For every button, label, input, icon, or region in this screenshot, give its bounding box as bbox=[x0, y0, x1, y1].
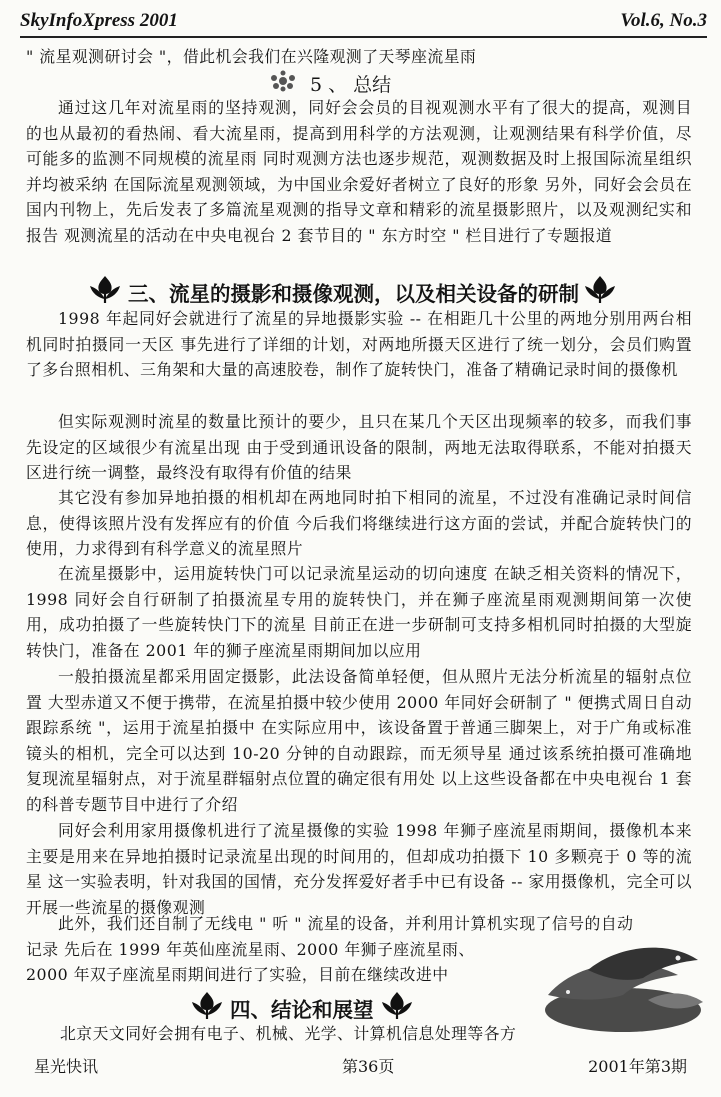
paragraph-tracking-system: 一般拍摄流星都采用固定摄影，此法设备简单轻便，但从照片无法分析流星的辐射点位置 大型赤道又不便于携带，在流星拍摄中较少使用 2000 年同好会研制了 " 便携式周日自动跟踪系统 "，运用于流星拍摄中 在实际应用中，该设备置于普通三脚架上，对于广角或标准镜头的相机，完全可以达到 10-20 分钟的自动跟踪，而无须导星 通过该系统拍摄可准确地复现流星辐射点，对于流星群辐射点位置的确定很有用处 以上这些设备都在中央电视台 1 套的科普专题节目中进行了介绍 bbox=[26, 667, 692, 814]
paragraph-other-cameras: 其它没有参加异地拍摄的相机却在两地同时拍下相同的流星，不过没有准确记录时间信息，使得该照片没有发挥应有的价值 今后我们将继续进行这方面的尝试，并配合旋转快门的使用，力求得到有科学意义的流星照片 bbox=[26, 488, 692, 559]
paragraph-video: 同好会利用家用摄像机进行了流星摄像的实验 1998 年狮子座流星雨期间，摄像机本来主要是用来在异地拍摄时记录流星出现的时间用的，但却成功拍摄下 10 多颗亮于 0 等的流星 这一实验表明，针对我国的国情，充分发挥爱好者手中已有设备 -- 家用摄像机，完全可以开展一些流星的摄像观测 bbox=[26, 821, 692, 917]
section-4-title: 四、结论和展望 bbox=[230, 997, 374, 1022]
section-4-heading bbox=[190, 990, 414, 1025]
issue-number: 2001年第3期 bbox=[588, 1057, 687, 1076]
volume-number: Vol.6, No.3 bbox=[620, 10, 707, 31]
paragraph-rotating-shutter: 在流星摄影中，运用旋转快门可以记录流星运动的切向速度 在缺乏相关资料的情况下，1998 同好会自行研制了拍摄流星专用的旋转快门，并在狮子座流星雨观测期间第一次使用，成功拍摄了一些旋转快门下的流星 目前正在进一步研制可支持多相机同时拍摄的大型旋转快门，准备在 2001 年的狮子座流星雨期间加以应用 bbox=[26, 564, 692, 660]
flower-bullet-icon bbox=[268, 70, 298, 97]
tulip-icon bbox=[190, 990, 224, 1025]
page-header bbox=[20, 4, 707, 38]
page-footer bbox=[26, 1054, 695, 1078]
paragraph-conclusion: 北京天文同好会拥有电子、机械、光学、计算机信息处理等各方 bbox=[60, 1024, 517, 1043]
footer-publication: 星光快讯 bbox=[34, 1057, 99, 1076]
section-3-heading bbox=[88, 274, 617, 309]
paragraph-results: 但实际观测时流星的数量比预计的要少，且只在某几个天区出现频率的较多，而我们事先设定的区域很少有流星出现 由于受到通讯设备的限制，两地无法取得联系，不能对拍摄天区进行统一调整，最终没有取得有价值的结果 bbox=[26, 412, 692, 483]
intro-line: " 流星观测研讨会 "，借此机会我们在兴隆观测了天琴座流星雨 bbox=[26, 47, 477, 66]
tulip-icon bbox=[88, 274, 122, 309]
paragraph-summary: 通过这几年对流星雨的坚持观测，同好会会员的目视观测水平有了很大的提高，观测目的也从最初的看热闹、看大流星雨，提高到用科学的方法观测，让观测结果有科学价值，尽可能多的监测不同规模的流星雨 同时观测方法也逐步规范，观测数据及时上报国际流星组织并均被采纳 在国际流星观测领域，为中国业余爱好者树立了良好的形象 另外，同好会会员在国内刊物上，先后发表了多篇流星观测的指导文章和精彩的流星摄影照片，以及观测纪实和报告 观测流星的活动在中央电视台 2 套节目的 " 东方时空 " 栏目进行了专题报道 bbox=[26, 98, 692, 245]
section-5-title: 5 、 总结 bbox=[310, 74, 392, 96]
tulip-icon bbox=[583, 274, 617, 309]
radio-line-2: 记录 先后在 1999 年英仙座流星雨、2000 年狮子座流星雨、 bbox=[26, 939, 475, 959]
journal-title: SkyInfoXpress 2001 bbox=[20, 10, 178, 31]
paragraph-remote-photography: 1998 年起同好会就进行了流星的异地摄影实验 -- 在相距几十公里的两地分别用两台相机同时拍摄同一天区 事先进行了详细的计划，对两地所摄天区进行了统一划分，会员们购置了多台照相机、三角架和大量的高速胶卷，制作了旋转快门，准备了精确记录时间的摄像机 bbox=[26, 309, 692, 380]
radio-line-3: 2000 年双子座流星雨期间进行了实验，目前在继续改进中 bbox=[26, 965, 449, 985]
page-number: 第36页 bbox=[342, 1057, 395, 1076]
section-3-title: 三、流星的摄影和摄像观测，以及相关设备的研制 bbox=[128, 281, 579, 306]
tulip-icon bbox=[380, 990, 414, 1025]
section-5-heading bbox=[268, 70, 391, 97]
radio-line-1: 此外，我们还自制了无线电 " 听 " 流星的设备，并利用计算机实现了信号的自动 bbox=[58, 914, 634, 933]
